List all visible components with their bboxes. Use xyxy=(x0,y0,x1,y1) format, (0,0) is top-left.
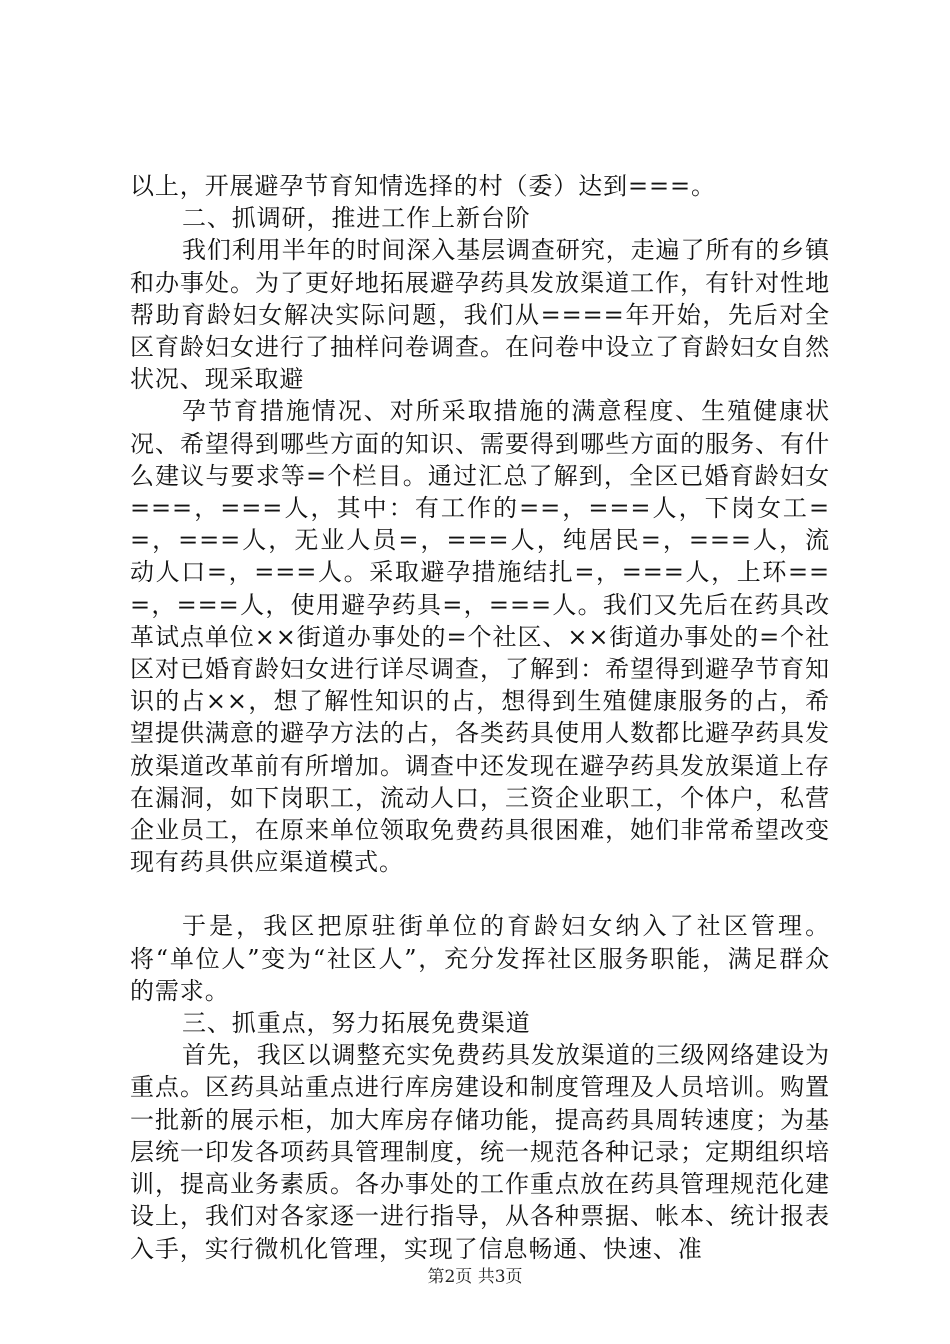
section-heading-3: 三、抓重点，努力拓展免费渠道 xyxy=(182,1009,531,1038)
section-heading-2: 二、抓调研，推进工作上新台阶 xyxy=(182,204,531,233)
paragraph-survey-results: 孕节育措施情况、对所采取措施的满意程度、生殖健康状况、希望得到哪些方面的知识、需要得到哪些方面的服务、有什么建议与要求等=个栏目。通过汇总了解到，全区已婚育龄妇女===，===人，其中：有工作的==，===人，下岗女工==，===人，无业人员=，===人，纯居民=，===人，流动人口=，===人。采取避孕措施结扎=，===人，上环===，===人，使用避孕药具=，===人。我们又先后在药具改革试点单位××街道办事处的=个社区、××街道办事处的=个社区对已婚育龄妇女进行详尽调查，了解到：希望得到避孕节育知识的占××，想了解性知识的占，想得到生殖健康服务的占，希望提供满意的避孕方法的占，各类药具使用人数都比避孕药具发放渠道改革前有所增加。调查中还发现在避孕药具发放渠道上存在漏洞，如下岗职工，流动人口，三资企业职工，个体户，私营企业员工，在原来单位领取免费药具很困难，她们非常希望改变现有药具供应渠道模式。 xyxy=(130,397,830,877)
paragraph-research-intro: 我们利用半年的时间深入基层调查研究，走遍了所有的乡镇和办事处。为了更好地拓展避孕药具发放渠道工作，有针对性地帮助育龄妇女解决实际问题，我们从====年开始，先后对全区育龄妇女进行了抽样问卷调查。在问卷中设立了育龄妇女自然状况、现采取避 xyxy=(130,236,830,394)
page-footer: 第2页 共3页 xyxy=(427,1267,523,1287)
document-body xyxy=(130,170,830,1265)
paragraph-continuation: 以上，开展避孕节育知情选择的村（委）达到===。 xyxy=(130,172,716,200)
paragraph-community-management: 于是，我区把原驻街单位的育龄妇女纳入了社区管理。将“单位人”变为“社区人”，充分发挥社区服务职能，满足群众的需求。 xyxy=(130,912,830,1005)
paragraph-network-building: 首先，我区以调整充实免费药具发放渠道的三级网络建设为重点。区药具站重点进行库房建设和制度管理及人员培训。购置一批新的展示柜，加大库房存储功能，提高药具周转速度；为基层统一印发各项药具管理制度，统一规范各种记录；定期组织培训，提高业务素质。各办事处的工作重点放在药具管理规范化建设上，我们对各家逐一进行指导，从各种票据、帐本、统计报表入手，实行微机化管理，实现了信息畅通、快速、准 xyxy=(130,1041,830,1263)
